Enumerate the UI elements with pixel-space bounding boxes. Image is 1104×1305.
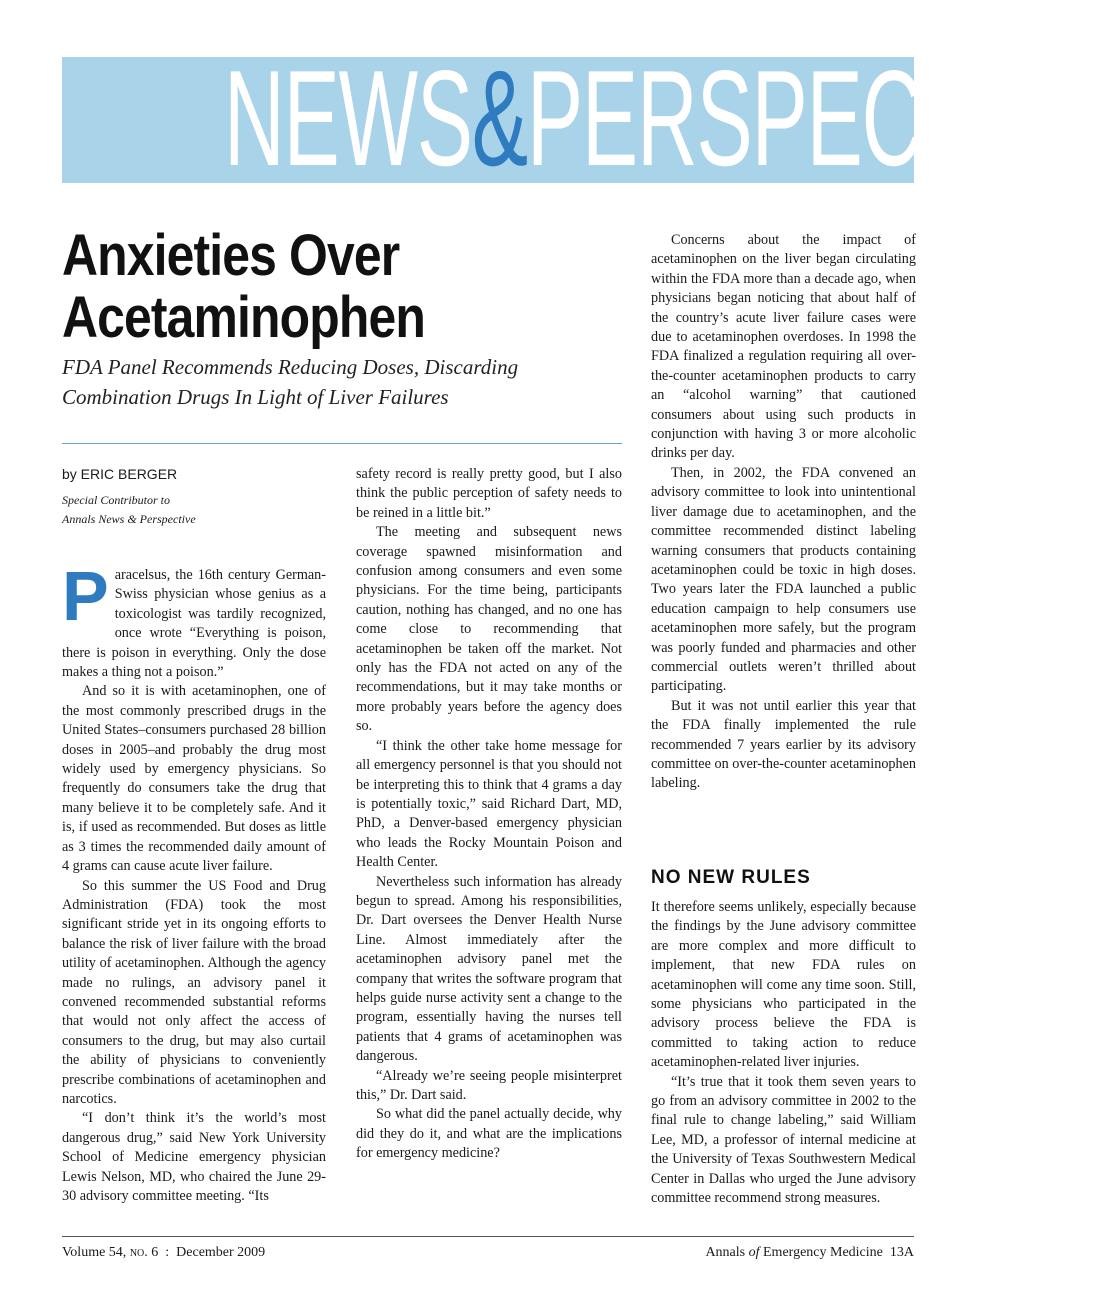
footer-divider [62,1236,914,1237]
banner-title [223,42,1104,194]
paragraph: Then, in 2002, the FDA convened an advisory committee to look into unintentional liver damage due to acetaminophen, and the committee recommended distinct labeling warning consumers that products containing acetaminophen could be toxic in high doses. Two years later the FDA launched a public education campaign to help consumers use acetaminophen more safely, but the program was poorly funded and pharmacies and other commercial outlets weren’t thrilled about participating. [651,464,916,695]
paragraph: So what did the panel actually decide, why did they do it, and what are the implications for emergency medicine? [356,1106,622,1162]
footer-volume: Volume 54, [62,1245,127,1260]
paragraph: “Already we’re seeing people misinterpret this,” Dr. Dart said. [356,1067,622,1103]
footer-separator: : [165,1245,170,1260]
journal-name-post: Emergency Medicine [763,1245,883,1260]
body-column-1 [62,557,326,1206]
contributor-line-1: Special Contributor to [62,493,170,507]
paragraph-text: aracelsus, the 16th century German-Swiss physician whose genius as a toxicologist was tardily recognized, once wrote “Everything is poison, there is poison in everything. Only the dose makes a thing not a poison.” [62,567,326,681]
footer-journal [705,1245,914,1261]
article-title [62,225,544,349]
journal-name-of: of [748,1245,760,1260]
paragraph: “I think the other take home message for all emergency personnel is that you should not be interpreting this to think that 4 grams a day is potentially toxic,” said Richard Dart, MD, PhD, a Denver-based emergency physician who leads the Rocky Mountain Poison and Health Center. [356,737,622,871]
footer-citation [62,1245,265,1261]
title-divider [62,443,622,444]
title-line-2: Acetaminophen [62,285,425,350]
footer-issue: no. 6 [129,1245,159,1260]
banner-perspective: PERSPECTIVE [526,42,1104,194]
drop-cap: P [62,557,109,635]
section-heading: NO NEW RULES [651,867,811,888]
banner-news: NEWS [223,42,472,194]
paragraph: safety record is really pretty good, but I also think the public perception of safety needs to be reined in a little bit.” [356,466,622,521]
body-column-3-continued [651,898,916,1209]
contributor-note [62,491,322,529]
paragraph: But it was not until earlier this year that the FDA finally implemented the rule recommended 7 years earlier by its advisory committee on over-the-counter acetaminophen labeling. [651,697,916,792]
contributor-line-2: Annals News & Perspective [62,512,196,526]
paragraph: “I don’t think it’s the world’s most dangerous drug,” said New York University School of Medicine emergency physician Lewis Nelson, MD, who chaired the June 29-30 advisory committee meeting. “Its [62,1110,326,1204]
byline: by ERIC BERGER [62,466,178,482]
paragraph [62,557,326,682]
paragraph: The meeting and subsequent news coverage spawned misinformation and confusion among consumers and even some physicians. For the time being, participants caution, nothing has changed, and no one has come close to recommending that acetaminophen be taken off the market. Not only has the FDA not acted on any of the recommendations, but it may take months or more probably years before the agency does so. [356,524,622,735]
paragraph: So this summer the US Food and Drug Administration (FDA) took the most significant stride yet in its ongoing efforts to balance the risk of liver failure with the broad utility of acetaminophen. Although the agency made no rulings, an advisory panel it convened recommended substantial reforms that would not only affect the access of consumers to the drug, but may also curtail the ability of physicians to conveniently prescribe combinations of acetaminophen and narcotics. [62,877,326,1107]
banner-ampersand: & [471,42,527,194]
footer-date: December 2009 [176,1245,266,1260]
title-line-1: Anxieties Over [62,223,400,288]
body-column-2 [356,465,622,1164]
journal-name-pre: Annals [705,1245,746,1260]
paragraph: Nevertheless such information has already begun to spread. Among his responsibilities, Dr. Dart oversees the Denver Health Nurse Line. Almost immediately after the acetaminophen advisory panel met the company that writes the software program that helps guide nurse activity sent a change to the program, essentially having the nurses tell patients that 4 grams of acetaminophen was dangerous. [356,873,622,1065]
paragraph: And so it is with acetaminophen, one of the most commonly prescribed drugs in the United States–consumers purchased 28 billion doses in 2005–and probably the drug most widely used by emergency physicians. So frequently do consumers take the drug that many believe it to be completely safe. And it is, if used as recommended. But doses as little as 3 times the recommended daily amount of 4 grams can cause acute liver failure. [62,683,326,875]
paragraph: “It’s true that it took them seven years to go from an advisory committee in 2002 to the final rule to change labeling,” said William Lee, MD, a professor of internal medicine at the University of Texas Southwestern Medical Center in Dallas who urged the June advisory committee recommend strong measures. [651,1073,916,1207]
section-banner [62,42,1104,194]
paragraph: It therefore seems unlikely, especially because the findings by the June advisory committee are more complex and more difficult to implement, that new FDA rules on acetaminophen will come any time soon. Still, some physicians who participated in the advisory process believe the FDA is committed to taking action to reduce acetaminophen-related liver injuries. [651,899,916,1071]
paragraph: Concerns about the impact of acetaminophen on the liver began circulating within the FDA more than a decade ago, when physicians began noticing that about half of the country’s acute liver failure cases were due to acetaminophen overdoses. In 1998 the FDA finalized a regulation requiring all over-the-counter acetaminophen products to carry an “alcohol warning” that cautioned consumers about using such products in conjunction with having 3 or more alcoholic drinks per day. [651,232,916,462]
body-column-3 [651,231,916,794]
article-subtitle: FDA Panel Recommends Reducing Doses, Discarding Combination Drugs In Light of Liver Failures [62,355,519,409]
page-number: 13A [889,1245,914,1260]
